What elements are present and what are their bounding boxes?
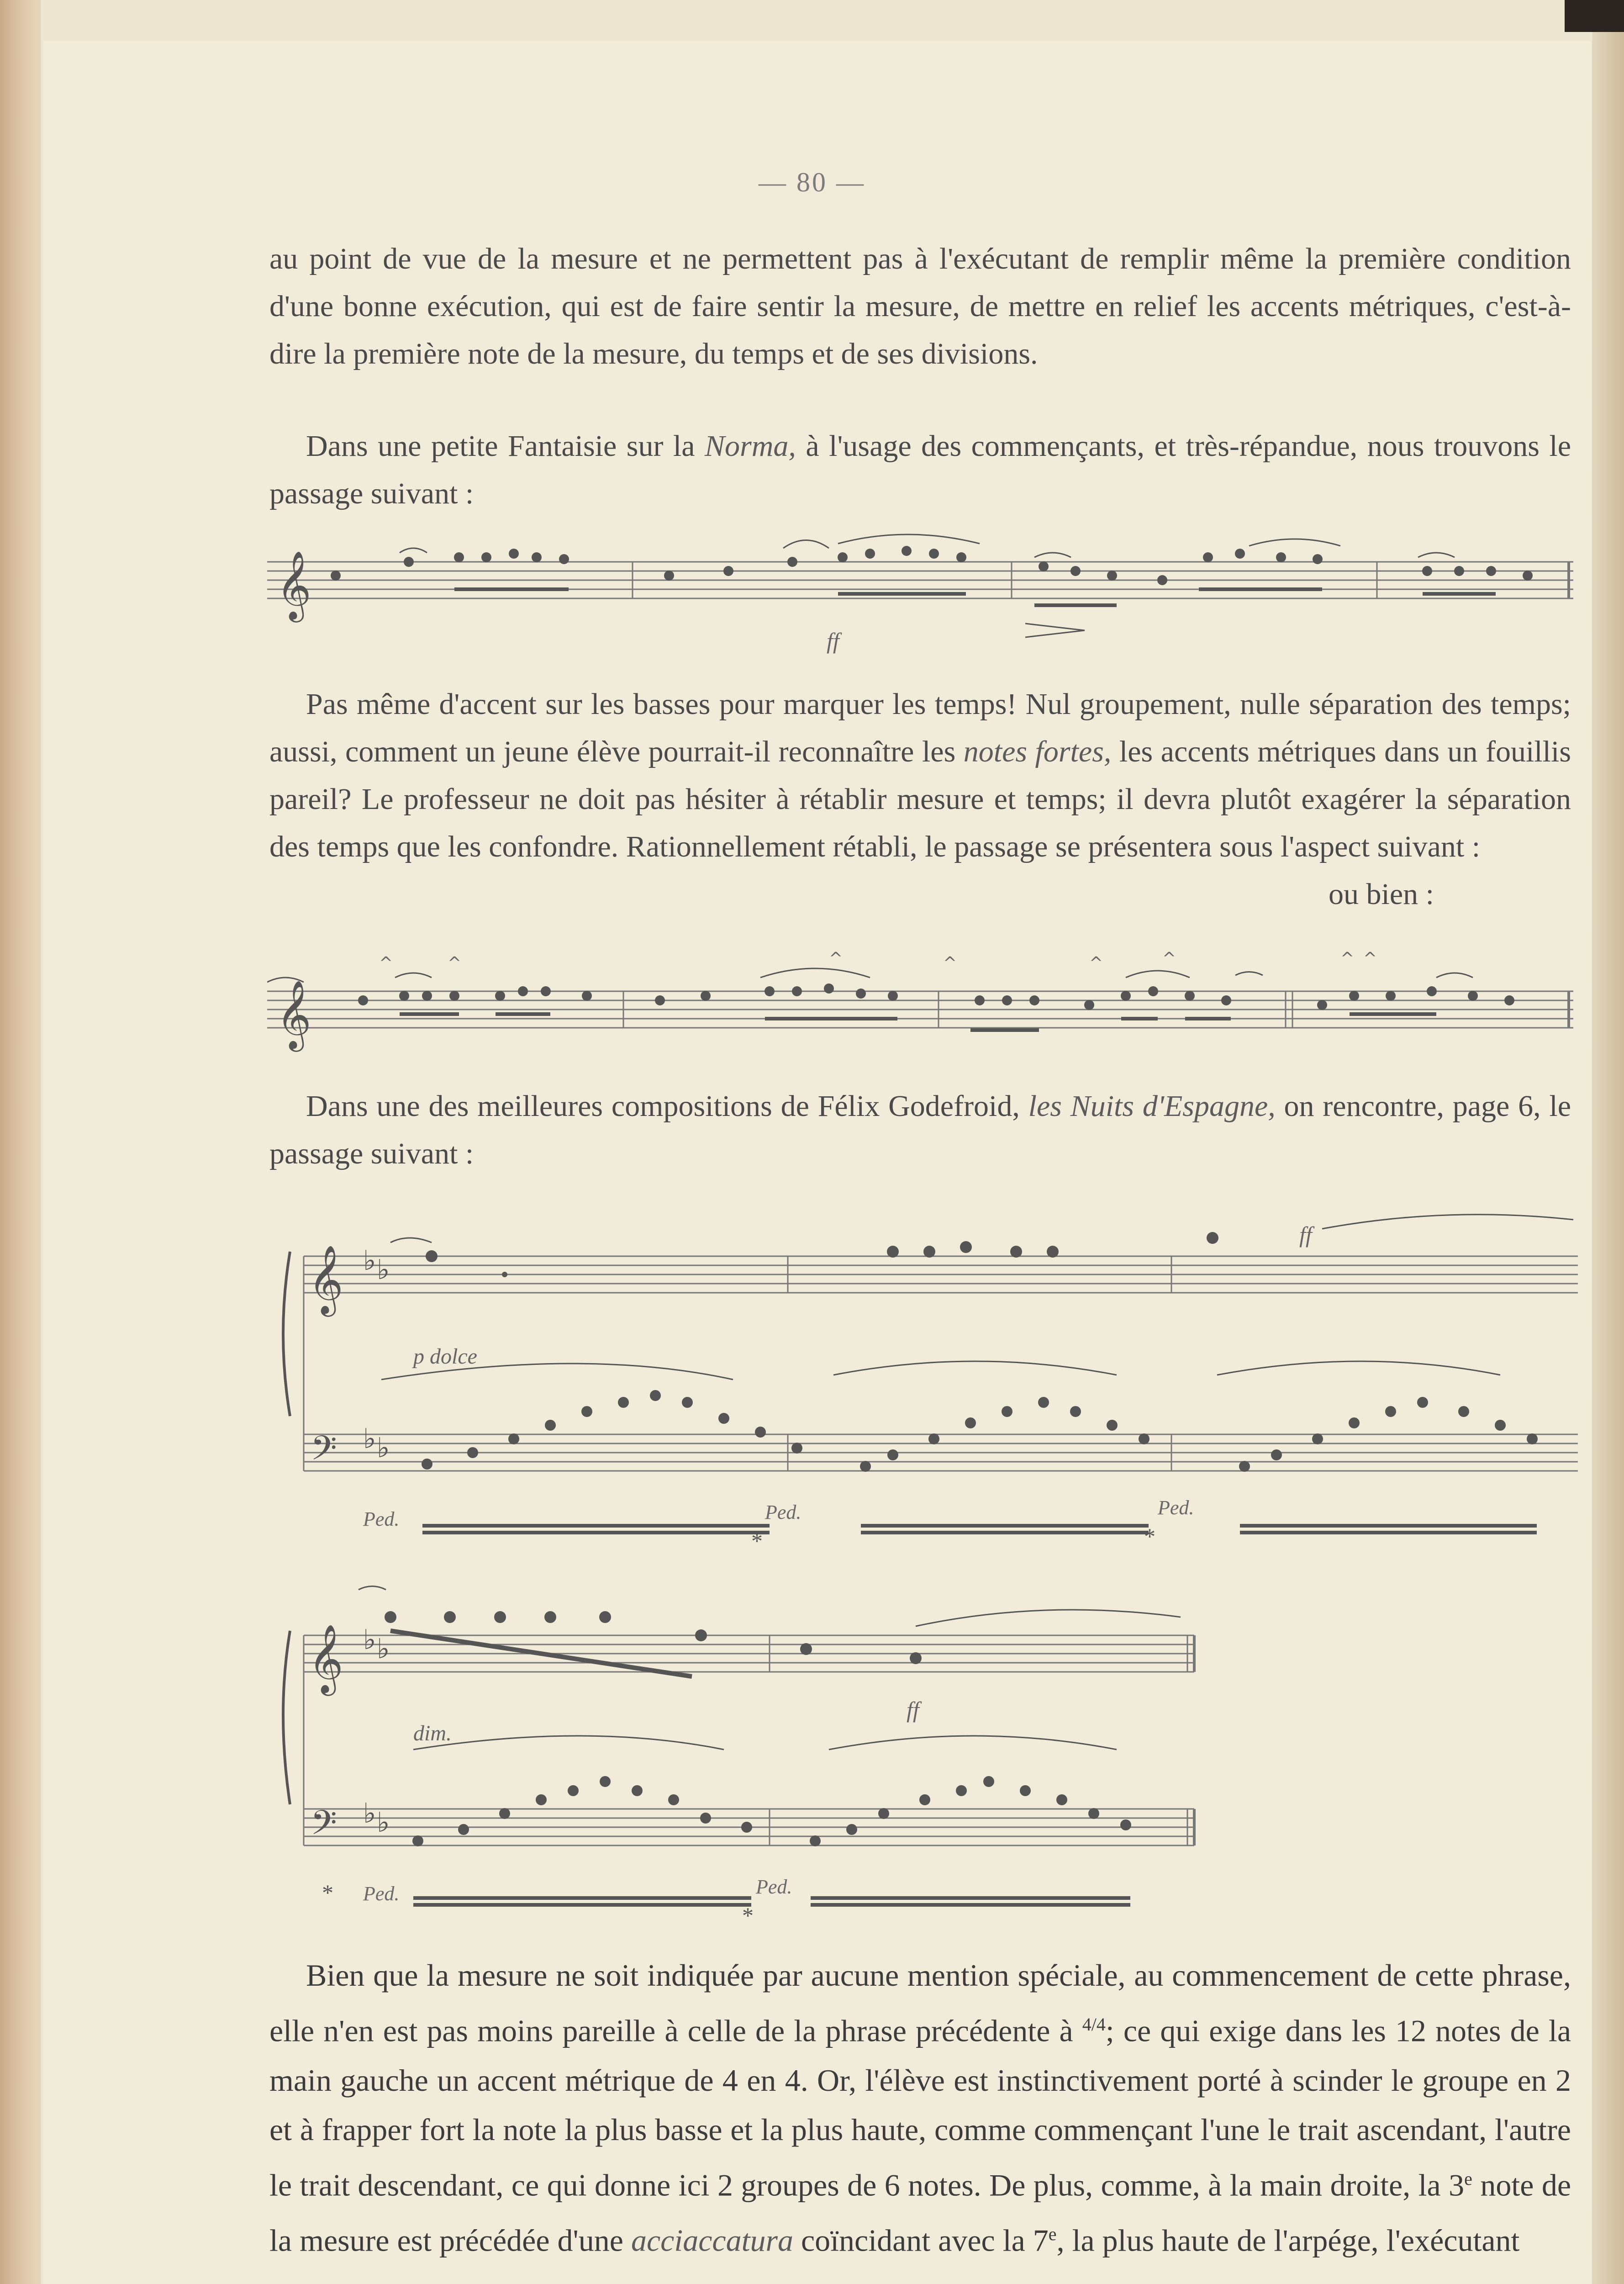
music-example-2 — [267, 950, 1573, 1064]
music-example-4 — [267, 1571, 1272, 1928]
page-number: — 80 — — [759, 167, 865, 197]
ou-bien-label: ou bien : — [1329, 878, 1434, 911]
svg-text:^: ^ — [1363, 950, 1377, 968]
svg-text:♭: ♭ — [377, 1254, 390, 1286]
paragraph-1-text: au point de vue de la mesure et ne permettent pas à l'exécutant de remplir même la première condition d'une bonne exécution, qui est de faire sentir la mesure, de mettre en relief les accents métriques, c'est-à-dire la première note de la mesure, du temps et de ses divisions. — [269, 242, 1571, 370]
paragraph-3: Pas même d'accent sur les basses pour marquer les temps! Nul groupement, nulle séparation des temps; aussi, comment un jeune élève pourrait-il reconnaître les notes fortes, les accents métriques dans un fouillis pareil? Le professeur ne doit pas hésiter à rétablir mesure et temps; il devra plutôt exagérer la séparation des temps que les confondre. Rationnellement rétabli, le passage se présentera sous l'aspect suivant : ou bien : — [269, 681, 1571, 918]
svg-text:♭: ♭ — [377, 1633, 390, 1665]
dynamic-ff-2: ff — [1299, 1222, 1312, 1248]
ped-marking-5: Ped. — [756, 1876, 792, 1898]
svg-text:♭: ♭ — [363, 1245, 376, 1277]
ped-release-2: * — [1144, 1523, 1155, 1549]
svg-text:^: ^ — [1162, 950, 1176, 968]
svg-text:^: ^ — [448, 954, 462, 973]
svg-text:𝄞: 𝄞 — [308, 1623, 343, 1693]
music-example-1 — [267, 525, 1573, 658]
svg-text:^: ^ — [943, 954, 957, 973]
svg-text:𝄞: 𝄞 — [308, 1244, 343, 1314]
scan-corner-top — [1565, 0, 1624, 32]
norma-title: Norma, — [705, 429, 796, 463]
svg-text:^: ^ — [829, 950, 843, 968]
paragraph-1 — [269, 235, 1571, 378]
page-edge-right — [1592, 0, 1624, 2284]
svg-text:♭: ♭ — [377, 1432, 390, 1464]
svg-text:𝄢: 𝄢 — [311, 1428, 337, 1476]
ped-release-4: * — [742, 1903, 754, 1928]
time-signature-fraction: 4/4 — [1082, 2014, 1106, 2035]
dynamic-ff-3: ff — [907, 1697, 919, 1723]
music-example-3 — [267, 1183, 1582, 1562]
svg-text:𝄞: 𝄞 — [276, 979, 311, 1049]
svg-text:𝄞: 𝄞 — [276, 550, 311, 619]
paragraph-5: Bien que la mesure ne soit indiquée par aucune mention spéciale, au commencement de cette phrase, elle n'en est pas moins pareille à celle de la phrase précédente à $^{4/4}$; ce qui exige dans les 12 notes de la main gauche un accent métrique de 4 en 4. Or, l'élève est instinctivement porté à scinder le groupe en 2 et à frapper fort la note la plus basse et la plus haute, comme commençant l'une le trait ascendant, l'autre le trait descendant, ce qui donne ici 2 groupes de 6 notes. De plus, comme, à la main droite, la 3e note de la mesure est précédée d'une acciaccatura coïncidant avec la 7e, la plus haute de l'arpége, l'exécutant — [269, 1958, 1571, 2258]
svg-text:^: ^ — [1340, 950, 1355, 968]
svg-text:♭: ♭ — [363, 1423, 376, 1455]
dynamic-p-dolce: p dolce — [413, 1344, 477, 1369]
dynamic-ff: ff — [827, 628, 839, 654]
paragraph-4: Dans une des meilleures compositions de Félix Godefroid, les Nuits d'Espagne, on rencontre, page 6, le passage suivant : — [269, 1089, 1571, 1170]
paragraph-2: Dans une petite Fantaisie sur la Norma, à l'usage des commençants, et très-répandue, nous trouvons le passage suivant : — [269, 429, 1571, 510]
svg-text:^: ^ — [1089, 954, 1103, 973]
ped-release-3: * — [322, 1880, 333, 1905]
svg-text:^: ^ — [379, 954, 393, 973]
ped-marking-2: Ped. — [765, 1501, 801, 1523]
notes-fortes: notes fortes, — [963, 735, 1112, 768]
page-edge-left — [0, 0, 41, 2284]
ped-release-1: * — [751, 1528, 763, 1554]
nuits-espagne-title: les Nuits d'Espagne, — [1028, 1089, 1276, 1123]
svg-text:♭: ♭ — [377, 1807, 390, 1839]
dynamic-dim: dim. — [413, 1721, 452, 1745]
svg-text:♭: ♭ — [363, 1624, 376, 1656]
svg-text:♭: ♭ — [363, 1798, 376, 1829]
ped-marking-4: Ped. — [363, 1882, 400, 1905]
ped-marking-3: Ped. — [1158, 1496, 1194, 1519]
svg-text:𝄢: 𝄢 — [311, 1803, 337, 1851]
acciaccatura-term: acciaccatura — [631, 2223, 793, 2258]
ped-marking-1: Ped. — [363, 1508, 400, 1530]
